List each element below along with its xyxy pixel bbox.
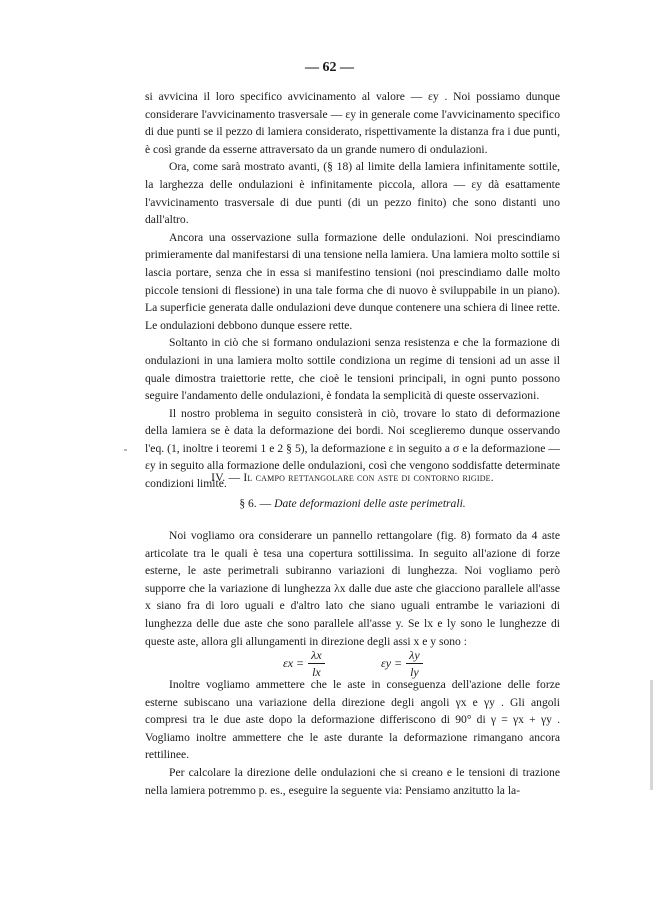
scan-speck — [124, 449, 127, 451]
subsection-title: Date deformazioni delle aste perimetrali. — [274, 497, 466, 510]
section-numeral: IV. — — [211, 471, 244, 484]
scan-edge-shadow — [650, 680, 653, 790]
paragraph: Ancora una osservazione sulla formazione delle ondulazioni. Noi prescindiamo primieramente dal manifestarsi di una tensione nella lamiera. Una lamiera molto sottile si lascia portare, senza che in essa si manifestino tensioni (noi prescindiamo dalle molto piccole tensioni di flessione) in una tale forma che di nuovo è sviluppabile in un piano). La superficie generata dalle ondulazioni deve dunque contenere una schiera di linee rette. Le ondulazioni debbono dunque essere rette. — [145, 230, 560, 332]
fraction-denominator: ly — [410, 665, 419, 679]
body-text-middle — [145, 527, 560, 650]
fraction-numerator: λy — [406, 647, 423, 664]
formula-lhs: εx = — [283, 656, 305, 670]
paragraph: Per calcolare la direzione delle ondulazioni che si creano e le tensioni di trazione nella lamiera potremmo p. es., eseguire la seguente via: Pensiamo anzitutto la la- — [145, 765, 560, 797]
formula-lhs: εy = — [381, 656, 403, 670]
section-heading — [145, 471, 560, 484]
paragraph: Soltanto in ciò che si formano ondulazioni senza resistenza e che la formazione di ondulazioni in una lamiera molto sottile condiziona un regime di tensioni ad un asse il quale dimostra traiettorie rette, che cioè le tensioni principali, in ogni punto possono seguire l'andamento delle ondulazioni, è fondata la semplicità di queste osservazioni. — [145, 336, 560, 403]
paragraph: Il nostro problema in seguito consisterà in ciò, trovare lo stato di deformazione della lamiera se è data la deformazione dei bordi. Noi sceglieremo dunque osservando l'eq. (1, inoltre i teoremi 1 e 2 § 5), la deformazione ε in seguito a σ e la deformazione — εy in seguito alla formazione delle ondulazioni, così che vengono soddisfatte determinate condizioni limite. — [145, 406, 560, 491]
subsection-number: § 6. — — [239, 497, 275, 510]
subsection-heading — [145, 497, 560, 510]
page-number: — 62 — — [305, 60, 354, 75]
fraction-numerator: λx — [308, 647, 325, 664]
section-title: Il campo rettangolare con aste di contorno rigide. — [243, 471, 494, 484]
paragraph: Inoltre vogliamo ammettere che le aste in conseguenza dell'azione delle forze esterne subiscano una variazione della direzione degli angoli γx e γy . Gli angoli compresi tra le due aste dopo la deformazione differiscono di 90° di γ = γx + γy . Vogliamo inoltre ammettere che le aste durante la deformazione rimangano ancora rettilinee. — [145, 678, 560, 762]
body-text-bottom — [145, 676, 560, 799]
paragraph: Ora, come sarà mostrato avanti, (§ 18) al limite della lamiera infinitamente sottile, la larghezza delle ondulazioni è infinitamente piccola, allora — εy dà esattamente l'avvicinamento trasversale di due punti (di un pezzo finito) che sono distanti uno dall'altro. — [145, 160, 560, 227]
paragraph: si avvicina il loro specifico avvicinamento al valore — εy . Noi possiamo dunque considerare l'avvicinamento trasversale — εy in generale come l'avvicinamento specifico di due punti se il pezzo di lamiera considerato, rispettivamente la distanza fra i due punti, è così grande da esserne attraversato da un grande numero di ondulazioni. — [145, 90, 560, 156]
paragraph: Noi vogliamo ora considerare un pannello rettangolare (fig. 8) formato da 4 aste articolate tra le quali è tesa una copertura sottilissima. In seguito all'azione di forze esterne, le aste perimetrali subiranno variazioni di lunghezza. Noi vogliamo però supporre che la variazione di lunghezza λx dalle due aste che giacciono parallele all'asse x siano fra di loro uguali e d'altro lato che siano uguali entrambe le variazioni di lunghezza delle due aste che sono parallele all'asse y. Se lx e ly sono le lunghezze di queste aste, allora gli allungamenti in direzione degli assi x e y sono : — [145, 529, 560, 648]
body-text-top — [145, 88, 560, 493]
fraction-denominator: lx — [312, 665, 321, 679]
